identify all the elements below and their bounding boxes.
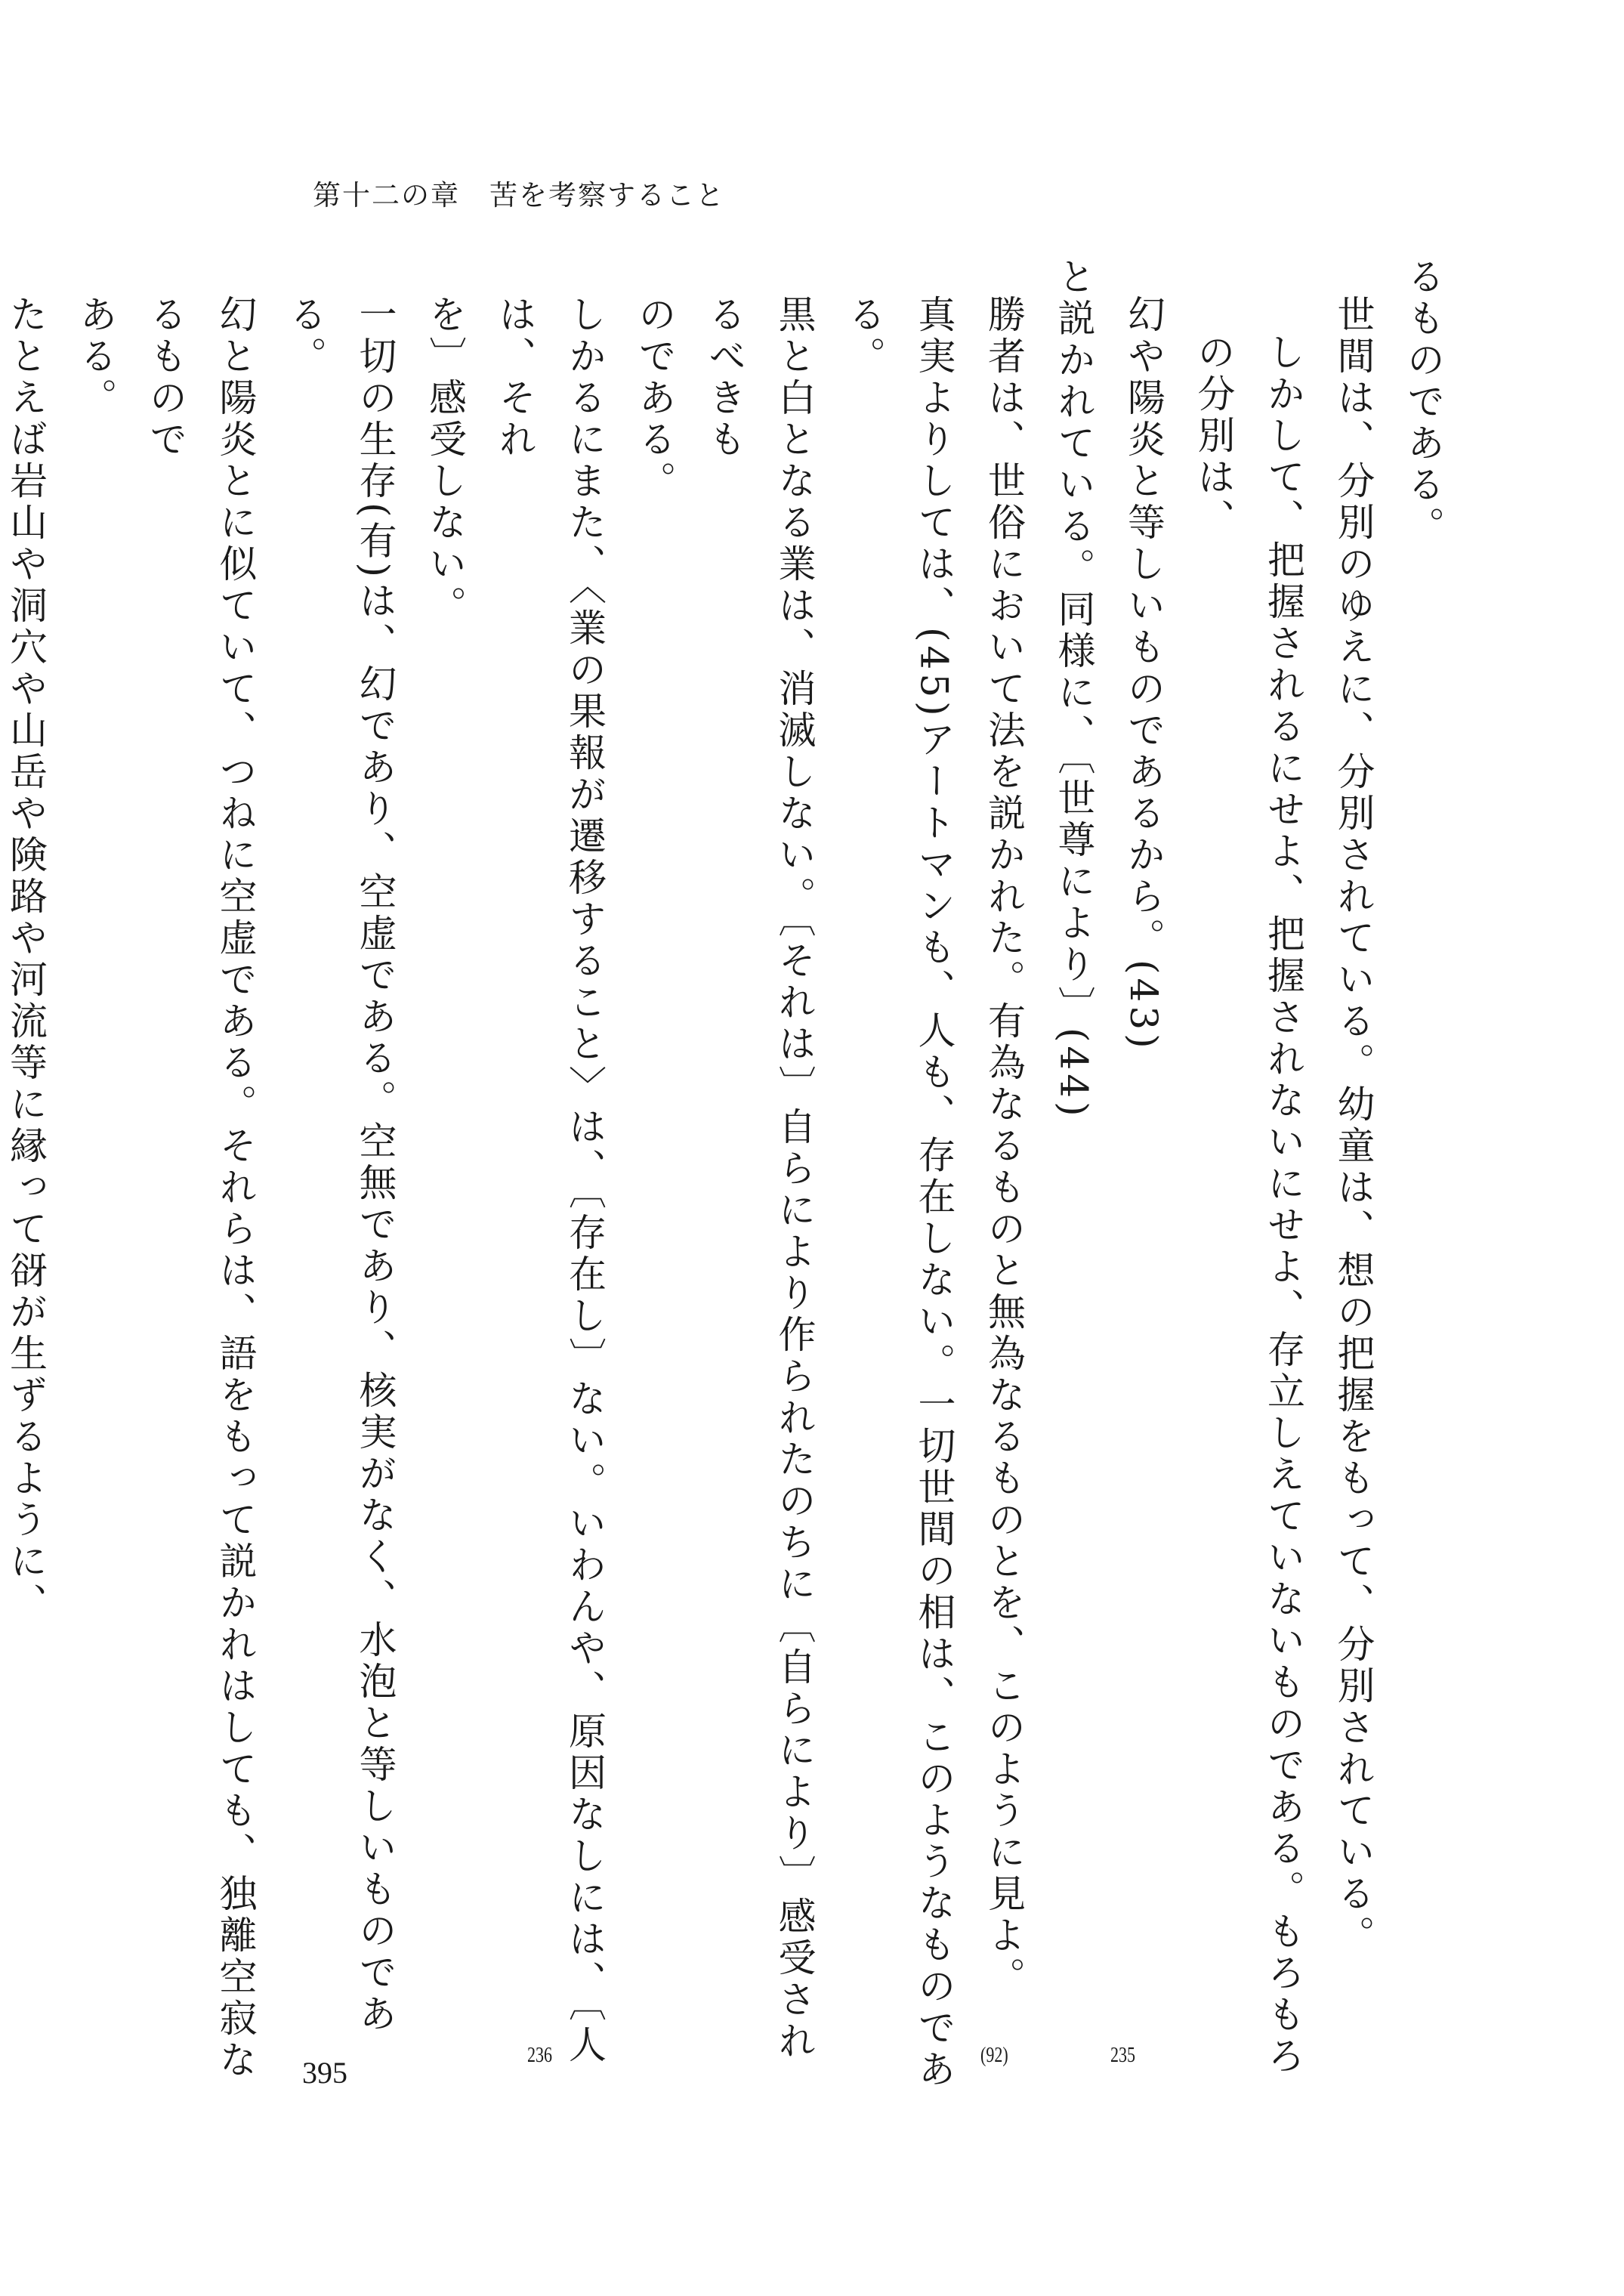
margin-number: 236 [527, 2042, 552, 2067]
text-line: を〕感受しない。 [423, 295, 467, 627]
running-header: 第十二の章 苦を考察すること [313, 179, 725, 212]
text-line: 真実よりしては、(45)アートマンも、人も、存在しない。一切世間の相は、このようなものである。 [842, 295, 956, 2091]
margin-number: 235 [1110, 2042, 1135, 2067]
text-line: のである。 [632, 295, 677, 502]
text-line: と説かれている。同様に、〔世尊により〕(44) [1051, 257, 1096, 1120]
body-text [4, 257, 1458, 2093]
text-line: 幻と陽炎とに似ていて、つねに空虚である。それらは、語をもって説かれはしても、独離空寂なるもので [144, 295, 258, 2081]
text-line: 世間は、分別のゆえに、分別されている。幼童は、想の把握をもって、分別されている。 [1331, 295, 1375, 1957]
page-number: 395 [302, 2056, 347, 2090]
margin-number: (92) [980, 2042, 1008, 2067]
text-line: 幻や陽炎と等しいものであるから。(43) [1122, 295, 1166, 1052]
text-line: しかして、把握されるにせよ、把握されないにせよ、存立しえていないものである。もろもろの分別は、 [1191, 332, 1305, 2078]
text-line: るものである。 [1401, 257, 1445, 548]
text-line: ある。 [73, 295, 118, 419]
text-line: 勝者は、世俗において法を説かれた。有為なるものと無為なるものとを、このように見よ。 [982, 295, 1026, 1998]
text-line: しかるにまた、〈業の果報が遷移すること〉は、〔存在し〕ない。いわんや、原因なしには、〔人は、それ [492, 295, 607, 2066]
text-line: たとえば岩山や洞穴や山岳や険路や河流等に縁って谺が生ずるように、 [4, 295, 48, 1624]
text-line: 黒と白となる業は、消滅しない。〔それは〕自らにより作られたのちに〔自らにより〕感受されるべきも [702, 295, 817, 2063]
text-line: 一切の生存(有)は、幻であり、空虚である。空無であり、核実がなく、水泡と等しいものである。 [283, 295, 397, 2036]
